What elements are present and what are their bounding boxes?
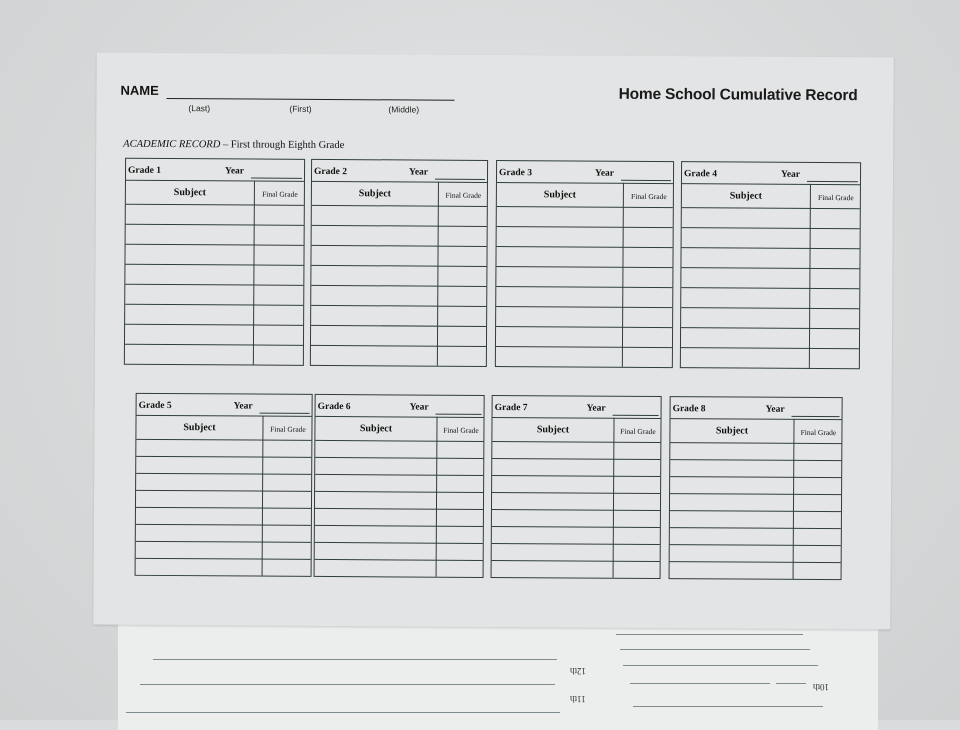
column-headers bbox=[315, 416, 483, 442]
column-divider bbox=[436, 417, 438, 577]
year-field[interactable] bbox=[613, 415, 659, 416]
subject-row-line[interactable] bbox=[315, 474, 483, 476]
grade-label: Grade 2 bbox=[313, 166, 348, 178]
subject-header: Subject bbox=[543, 189, 577, 201]
subject-row-line[interactable] bbox=[681, 287, 859, 289]
year-label: Year bbox=[233, 401, 253, 412]
subject-row-line[interactable] bbox=[492, 492, 660, 494]
subject-header: Subject bbox=[183, 422, 216, 434]
subject-row-line[interactable] bbox=[311, 325, 486, 327]
grade-block-6 bbox=[314, 394, 485, 578]
subject-row-line[interactable] bbox=[136, 456, 311, 458]
subject-row-line[interactable] bbox=[311, 265, 486, 267]
subject-row-line[interactable] bbox=[496, 306, 672, 308]
subject-row-line[interactable] bbox=[136, 490, 311, 492]
subject-row-line[interactable] bbox=[492, 526, 660, 528]
column-divider bbox=[262, 416, 264, 576]
subject-row-line[interactable] bbox=[682, 227, 860, 229]
grade-label: Grade 4 bbox=[683, 169, 718, 180]
column-divider bbox=[253, 181, 255, 365]
subject-row-line[interactable] bbox=[682, 247, 860, 249]
subject-row-line[interactable] bbox=[492, 509, 660, 511]
subject-row-line[interactable] bbox=[497, 246, 673, 248]
grade-header bbox=[137, 394, 312, 416]
grade-header bbox=[493, 396, 661, 418]
year-label: Year bbox=[225, 166, 245, 177]
grade-header bbox=[312, 160, 487, 182]
subject-row-line[interactable] bbox=[126, 224, 304, 226]
grade-header bbox=[671, 397, 842, 419]
subject-row-line[interactable] bbox=[670, 510, 841, 512]
name-line[interactable] bbox=[166, 98, 454, 101]
subject-row-line[interactable] bbox=[315, 542, 483, 544]
subject-row-line[interactable] bbox=[136, 473, 311, 475]
column-headers bbox=[682, 183, 860, 209]
grade-label: Grade 7 bbox=[494, 403, 528, 414]
column-headers bbox=[312, 181, 487, 207]
subject-row-line[interactable] bbox=[681, 327, 859, 329]
subject-row-line[interactable] bbox=[670, 544, 841, 546]
year-label: Year bbox=[408, 167, 429, 178]
grade-label: Grade 8 bbox=[672, 404, 706, 415]
grade-block-3 bbox=[495, 160, 674, 368]
grade-range-text: – First through Eighth Grade bbox=[220, 139, 345, 152]
subject-row-line[interactable] bbox=[496, 346, 672, 348]
academic-section-title bbox=[123, 139, 344, 151]
name-label: NAME bbox=[120, 82, 159, 98]
year-field[interactable] bbox=[251, 178, 302, 179]
subject-row-line[interactable] bbox=[125, 344, 303, 346]
subject-row-line[interactable] bbox=[315, 525, 483, 527]
final-grade-header: Final Grade bbox=[443, 425, 479, 435]
subject-row-line[interactable] bbox=[125, 284, 303, 286]
year-field[interactable] bbox=[792, 416, 840, 417]
record-sheet bbox=[93, 53, 893, 630]
subject-row-line[interactable] bbox=[125, 304, 303, 306]
column-headers bbox=[126, 180, 304, 206]
final-grade-header: Final Grade bbox=[270, 424, 306, 434]
grade-label: Grade 1 bbox=[128, 165, 162, 176]
column-divider bbox=[793, 419, 795, 579]
subject-row-line[interactable] bbox=[496, 266, 672, 268]
final-grade-header: Final Grade bbox=[631, 191, 667, 202]
year-field[interactable] bbox=[807, 181, 858, 182]
subject-row-line[interactable] bbox=[492, 560, 660, 562]
subject-row-line[interactable] bbox=[125, 324, 303, 326]
column-headers bbox=[492, 417, 660, 443]
grade-header bbox=[316, 395, 484, 417]
grade-header bbox=[126, 159, 304, 181]
grade-header bbox=[497, 161, 673, 183]
subject-header: Subject bbox=[359, 423, 393, 435]
grade-block-1 bbox=[124, 158, 305, 366]
subject-row-line[interactable] bbox=[312, 245, 487, 247]
subject-row-line[interactable] bbox=[496, 326, 672, 328]
grade-label: Grade 5 bbox=[138, 400, 172, 412]
subject-row-line[interactable] bbox=[670, 493, 841, 495]
grade-label: Grade 3 bbox=[498, 168, 533, 179]
subject-row-line[interactable] bbox=[315, 457, 483, 459]
subject-row-line[interactable] bbox=[136, 558, 311, 560]
subject-row-line[interactable] bbox=[492, 458, 660, 460]
year-label: Year bbox=[594, 168, 615, 179]
subject-row-line[interactable] bbox=[492, 543, 660, 545]
column-headers bbox=[497, 182, 673, 208]
year-label: Year bbox=[780, 169, 801, 180]
name-first-label: (First) bbox=[289, 103, 312, 114]
subject-header: Subject bbox=[729, 190, 763, 202]
final-grade-header: Final Grade bbox=[262, 189, 298, 199]
grade-block-5 bbox=[135, 393, 313, 577]
subject-row-line[interactable] bbox=[670, 459, 841, 461]
subject-row-line[interactable] bbox=[681, 347, 859, 349]
column-divider bbox=[809, 184, 811, 368]
subject-row-line[interactable] bbox=[315, 508, 483, 510]
subject-row-line[interactable] bbox=[670, 476, 841, 478]
grade-block-4 bbox=[680, 161, 861, 369]
subject-row-line[interactable] bbox=[136, 541, 311, 543]
subject-row-line[interactable] bbox=[496, 286, 672, 288]
subject-header: Subject bbox=[358, 188, 392, 200]
subject-row-line[interactable] bbox=[681, 307, 859, 309]
subject-row-line[interactable] bbox=[136, 524, 311, 526]
subject-row-line[interactable] bbox=[136, 507, 311, 509]
subject-row-line[interactable] bbox=[311, 305, 486, 307]
column-divider bbox=[613, 418, 615, 578]
subject-row-line[interactable] bbox=[670, 527, 841, 529]
document-title: Home School Cumulative Record bbox=[618, 85, 858, 105]
year-field[interactable] bbox=[435, 179, 485, 180]
column-headers bbox=[670, 418, 841, 444]
academic-record-heading: ACADEMIC RECORD bbox=[123, 138, 221, 151]
final-grade-header: Final Grade bbox=[620, 426, 656, 436]
subject-row-line[interactable] bbox=[497, 226, 673, 228]
subject-row-line[interactable] bbox=[312, 225, 487, 227]
column-divider bbox=[437, 182, 439, 366]
subject-row-line[interactable] bbox=[681, 267, 859, 269]
final-grade-header: Final Grade bbox=[800, 427, 837, 438]
name-middle-label: (Middle) bbox=[388, 104, 420, 115]
final-grade-header: Final Grade bbox=[445, 190, 482, 200]
subject-row-line[interactable] bbox=[492, 475, 660, 477]
grade-block-8 bbox=[669, 396, 843, 580]
subject-header: Subject bbox=[715, 425, 749, 437]
lower-sheet bbox=[118, 620, 878, 730]
subject-header: Subject bbox=[536, 424, 570, 436]
subject-row-line[interactable] bbox=[315, 559, 483, 561]
year-field[interactable] bbox=[436, 414, 482, 415]
grade-block-2 bbox=[310, 159, 488, 367]
grade-block-7 bbox=[491, 395, 662, 579]
lower-mark-11th: 11th bbox=[570, 694, 586, 704]
year-field[interactable] bbox=[260, 413, 310, 414]
year-label: Year bbox=[765, 404, 785, 415]
subject-row-line[interactable] bbox=[311, 345, 486, 347]
subject-row-line[interactable] bbox=[125, 264, 303, 266]
year-field[interactable] bbox=[621, 180, 671, 181]
grade-label: Grade 6 bbox=[317, 401, 351, 413]
subject-row-line[interactable] bbox=[670, 561, 841, 563]
column-divider bbox=[622, 183, 624, 367]
year-label: Year bbox=[586, 403, 606, 414]
year-label: Year bbox=[409, 402, 429, 413]
column-headers bbox=[136, 415, 311, 441]
lower-mark-12th: 12th bbox=[570, 666, 587, 676]
grade-header bbox=[682, 162, 860, 184]
name-last-label: (Last) bbox=[188, 103, 211, 114]
subject-row-line[interactable] bbox=[315, 491, 483, 493]
subject-row-line[interactable] bbox=[311, 285, 486, 287]
final-grade-header: Final Grade bbox=[818, 192, 854, 203]
subject-row-line[interactable] bbox=[126, 244, 304, 246]
lower-mark-10th: 10th bbox=[813, 682, 830, 692]
subject-header: Subject bbox=[173, 187, 207, 199]
